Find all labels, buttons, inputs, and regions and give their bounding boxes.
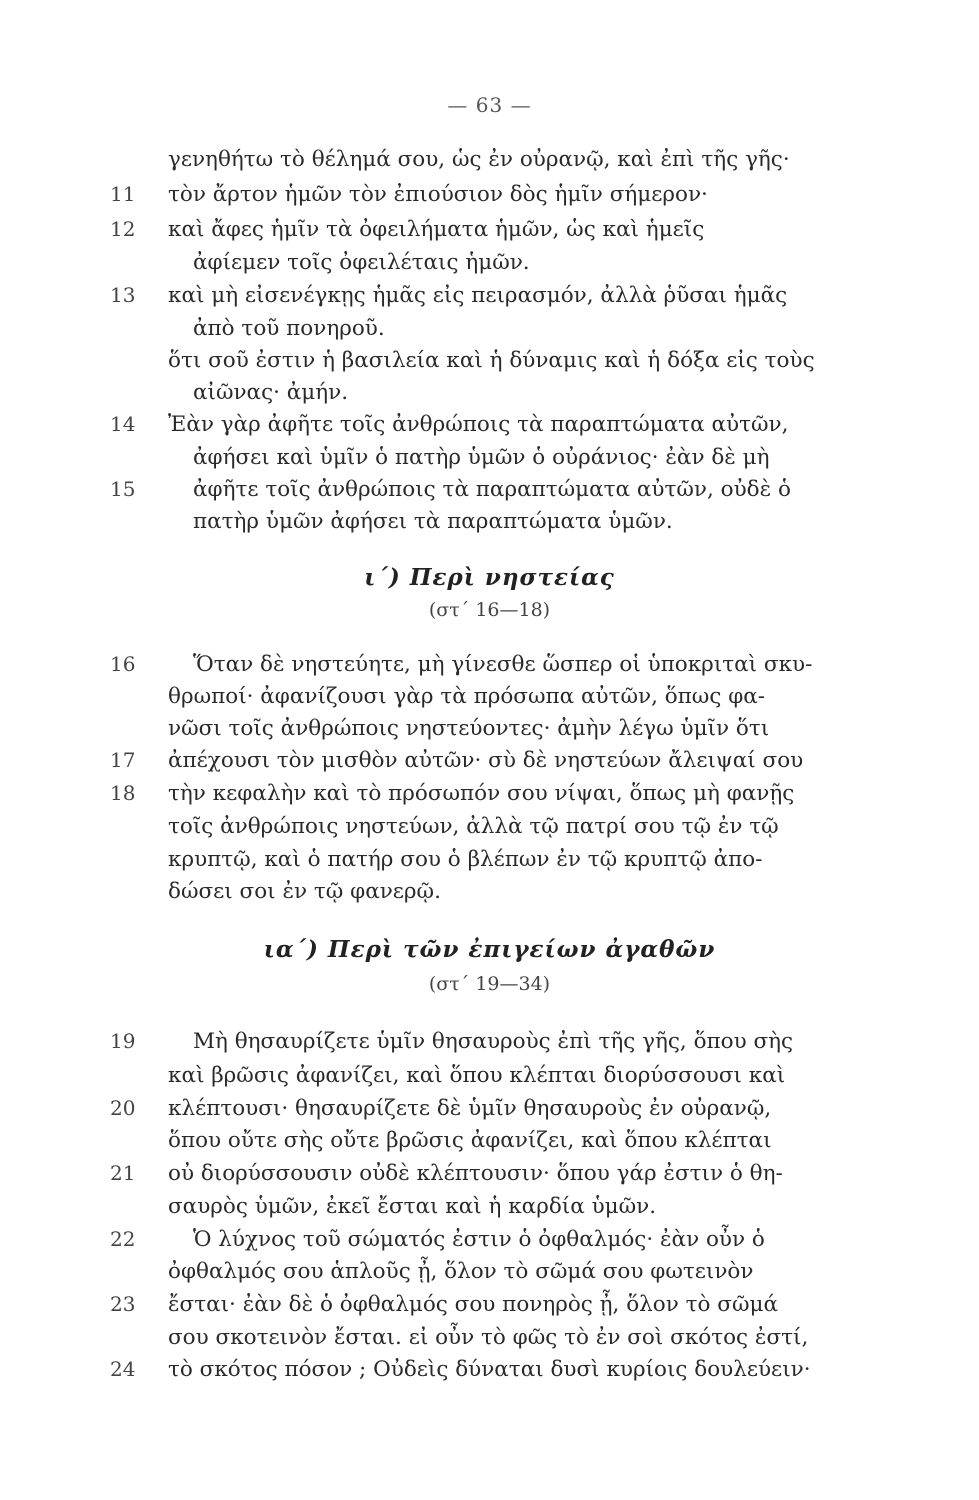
verse-text: κλέπτουσι· θησαυρίζετε δὲ ὑμῖν θησαυροὺς ἐν οὐρανῷ, bbox=[168, 1096, 772, 1121]
verse-text: Ὁ λύχνος τοῦ σώματός ἐστιν ὁ ὀφθαλμός· ἐὰν οὖν ὁ bbox=[193, 1227, 765, 1252]
verse-line bbox=[0, 217, 979, 249]
verse-text: ὀφθαλμός σου ἁπλοῦς ᾖ, ὅλον τὸ σῶμά σου φωτεινὸν bbox=[168, 1259, 754, 1284]
verse-text: αἰῶνας· ἀμήν. bbox=[193, 380, 349, 405]
verse-line bbox=[0, 652, 979, 684]
verse-line bbox=[0, 1063, 979, 1095]
verse-line bbox=[0, 781, 979, 813]
verse-text: γενηθήτω τὸ θέλημά σου, ὡς ἐν οὐρανῷ, καὶ ἐπὶ τῆς γῆς· bbox=[168, 147, 790, 172]
verse-text: Ὅταν δὲ νηστεύητε, μὴ γίνεσθε ὥσπερ οἱ ὑποκριταὶ σκυ- bbox=[193, 652, 813, 677]
verse-number: 14 bbox=[110, 412, 136, 436]
verse-line bbox=[0, 445, 979, 477]
verse-text: ἀφίεμεν τοῖς ὀφειλέταις ἡμῶν. bbox=[193, 250, 530, 275]
verse-line bbox=[0, 380, 979, 412]
verse-text: ὅτι σοῦ ἐστιν ἡ βασιλεία καὶ ἡ δύναμις καὶ ἡ δόξα εἰς τοὺς bbox=[168, 348, 815, 373]
verse-text: κρυπτῷ, καὶ ὁ πατήρ σου ὁ βλέπων ἐν τῷ κρυπτῷ ἀπο- bbox=[168, 847, 763, 872]
verse-line bbox=[0, 477, 979, 509]
verse-text: θρωποί· ἀφανίζουσι γὰρ τὰ πρόσωπα αὐτῶν, ὅπως φα- bbox=[168, 684, 766, 709]
verse-line bbox=[0, 1227, 979, 1259]
verse-number: 19 bbox=[110, 1029, 136, 1053]
verse-text: ἀπὸ τοῦ πονηροῦ. bbox=[193, 316, 385, 341]
verse-text: τὸ σκότος πόσον ; Οὐδεὶς δύναται δυσὶ κυρίοις δουλεύειν· bbox=[168, 1357, 811, 1382]
verse-line bbox=[0, 1161, 979, 1193]
verse-line bbox=[0, 147, 979, 179]
verse-text: δώσει σοι ἐν τῷ φανερῷ. bbox=[168, 879, 441, 904]
verse-line bbox=[0, 1357, 979, 1389]
verse-text: Ἐὰν γὰρ ἀφῆτε τοῖς ἀνθρώποις τὰ παραπτώματα αὐτῶν, bbox=[168, 412, 789, 437]
verse-text: Μὴ θησαυρίζετε ὑμῖν θησαυροὺς ἐπὶ τῆς γῆς, ὅπου σὴς bbox=[193, 1029, 794, 1054]
verse-number: 11 bbox=[110, 182, 136, 206]
verse-line bbox=[0, 1029, 979, 1061]
verse-line bbox=[0, 748, 979, 780]
verse-number: 17 bbox=[110, 748, 136, 772]
verse-text: καὶ βρῶσις ἀφανίζει, καὶ ὅπου κλέπται διορύσσουσι καὶ bbox=[168, 1063, 786, 1088]
verse-line bbox=[0, 1096, 979, 1128]
verse-number: 18 bbox=[110, 781, 136, 805]
verse-line bbox=[0, 182, 979, 214]
verse-text: τοῖς ἀνθρώποις νηστεύων, ἀλλὰ τῷ πατρί σου τῷ ἐν τῷ bbox=[168, 814, 779, 839]
verse-number: 16 bbox=[110, 652, 136, 676]
verse-text: πατὴρ ὑμῶν ἀφήσει τὰ παραπτώματα ὑμῶν. bbox=[193, 509, 673, 534]
verse-line bbox=[0, 879, 979, 911]
verse-number: 12 bbox=[110, 217, 136, 241]
verse-number: 21 bbox=[110, 1161, 136, 1185]
verse-line bbox=[0, 412, 979, 444]
verse-line bbox=[0, 684, 979, 716]
section-reference: (στ΄ 16—18) bbox=[428, 599, 551, 621]
verse-text: καὶ ἄφες ἡμῖν τὰ ὀφειλήματα ἡμῶν, ὡς καὶ ἡμεῖς bbox=[168, 217, 705, 242]
verse-number: 24 bbox=[110, 1357, 136, 1381]
verse-line bbox=[0, 847, 979, 879]
verse-text: οὐ διορύσσουσιν οὐδὲ κλέπτουσιν· ὅπου γάρ ἐστιν ὁ θη- bbox=[168, 1161, 783, 1186]
verse-line bbox=[0, 1259, 979, 1291]
verse-number: 15 bbox=[110, 477, 136, 501]
page-number: — 63 — bbox=[447, 93, 532, 117]
verse-number: 20 bbox=[110, 1096, 136, 1120]
verse-text: ἀφήσει καὶ ὑμῖν ὁ πατὴρ ὑμῶν ὁ οὐράνιος· ἐὰν δὲ μὴ bbox=[193, 445, 770, 470]
verse-text: τὴν κεφαλὴν καὶ τὸ πρόσωπόν σου νίψαι, ὅπως μὴ φανῇς bbox=[168, 781, 795, 806]
verse-text: σαυρὸς ὑμῶν, ἐκεῖ ἔσται καὶ ἡ καρδία ὑμῶν. bbox=[168, 1194, 657, 1219]
verse-line bbox=[0, 316, 979, 348]
verse-text: ἔσται· ἐὰν δὲ ὁ ὀφθαλμός σου πονηρὸς ᾖ, ὅλον τὸ σῶμά bbox=[168, 1292, 779, 1317]
verse-line bbox=[0, 716, 979, 748]
verse-line bbox=[0, 1128, 979, 1160]
verse-number: 13 bbox=[110, 283, 136, 307]
verse-number: 23 bbox=[110, 1292, 136, 1316]
verse-line bbox=[0, 814, 979, 846]
verse-line bbox=[0, 283, 979, 315]
verse-text: ἀπέχουσι τὸν μισθὸν αὐτῶν· σὺ δὲ νηστεύων ἄλειψαί σου bbox=[168, 748, 804, 773]
verse-text: σου σκοτεινὸν ἔσται. εἰ οὖν τὸ φῶς τὸ ἐν σοὶ σκότος ἐστί, bbox=[168, 1325, 809, 1350]
verse-text: νῶσι τοῖς ἀνθρώποις νηστεύοντες· ἀμὴν λέγω ὑμῖν ὅτι bbox=[168, 716, 770, 741]
verse-text: ἀφῆτε τοῖς ἀνθρώποις τὰ παραπτώματα αὐτῶν, οὐδὲ ὁ bbox=[193, 477, 791, 502]
verse-line bbox=[0, 250, 979, 282]
verse-number: 22 bbox=[110, 1227, 136, 1251]
section-heading: ια΄) Περὶ τῶν ἐπιγείων ἀγαθῶν bbox=[263, 936, 716, 963]
verse-text: καὶ μὴ εἰσενέγκῃς ἡμᾶς εἰς πειρασμόν, ἀλλὰ ῥῦσαι ἡμᾶς bbox=[168, 283, 788, 308]
verse-line bbox=[0, 1194, 979, 1226]
verse-line bbox=[0, 348, 979, 380]
verse-line bbox=[0, 509, 979, 541]
section-heading: ι΄) Περὶ νηστείας bbox=[364, 564, 615, 591]
verse-text: τὸν ἄρτον ἡμῶν τὸν ἐπιούσιον δὸς ἡμῖν σήμερον· bbox=[168, 182, 708, 207]
verse-text: ὅπου οὔτε σὴς οὔτε βρῶσις ἀφανίζει, καὶ ὅπου κλέπται bbox=[168, 1128, 772, 1153]
section-reference: (στ΄ 19—34) bbox=[428, 973, 551, 995]
verse-line bbox=[0, 1325, 979, 1357]
verse-line bbox=[0, 1292, 979, 1324]
